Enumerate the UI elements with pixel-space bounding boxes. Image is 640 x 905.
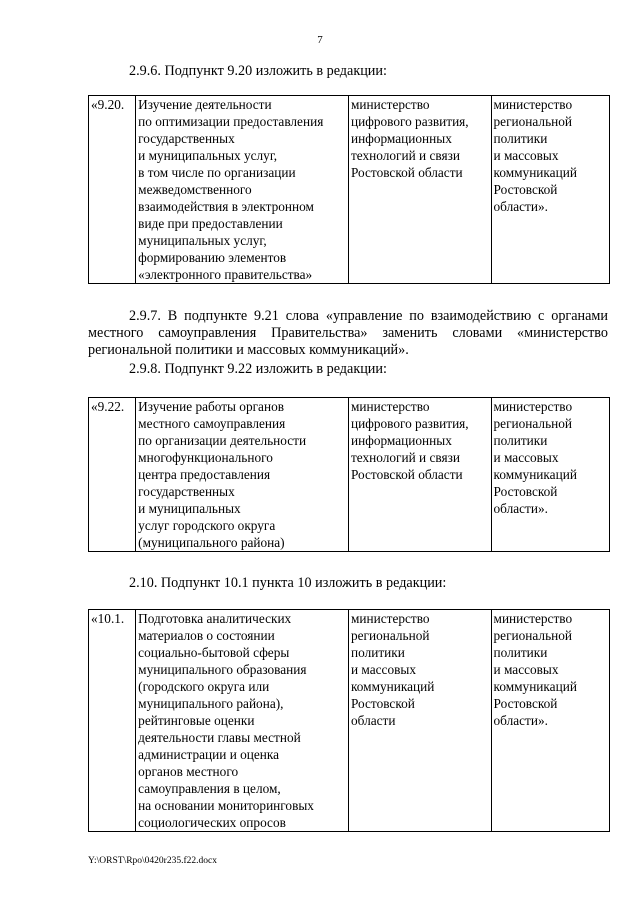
page-number: 7 xyxy=(317,34,323,46)
item-number: «9.22. xyxy=(89,398,136,552)
item-number: «10.1. xyxy=(89,610,136,832)
item-description xyxy=(136,610,349,832)
responsible-main xyxy=(348,96,491,284)
responsible-co xyxy=(491,610,609,832)
text-line: услуг городского округа xyxy=(138,518,276,533)
text-line: Ростовской xyxy=(493,696,558,711)
table-9-20 xyxy=(88,95,610,284)
text-line: региональной xyxy=(493,628,573,643)
text-line: межведомственного xyxy=(138,182,252,197)
table-row xyxy=(89,610,610,832)
file-path-footer: Y:\ORST\Rpo\0420r235.f22.docx xyxy=(88,856,217,866)
text-line: и массовых xyxy=(493,148,559,163)
text-line: коммуникаций xyxy=(350,679,435,694)
responsible-main xyxy=(348,610,491,832)
table-10-1 xyxy=(88,609,610,832)
text-line: информационных xyxy=(350,131,452,146)
responsible-co xyxy=(491,398,609,552)
text-line: государственных xyxy=(138,131,235,146)
text-line: региональной xyxy=(493,416,573,431)
table-row xyxy=(89,398,610,552)
text-line: виде при предоставлении xyxy=(138,216,283,231)
text-line: по оптимизации предоставления xyxy=(138,114,324,129)
text-line: министерство xyxy=(493,611,573,626)
text-line: политики xyxy=(493,433,548,448)
text-line: министерство xyxy=(350,97,430,112)
text-line: Ростовской xyxy=(350,696,415,711)
text-line: Ростовской xyxy=(493,182,558,197)
text-line: цифрового развития, xyxy=(350,114,469,129)
text-line: Ростовской области xyxy=(350,467,463,482)
text-line: области xyxy=(350,713,396,728)
text-line: министерство xyxy=(493,97,573,112)
text-line: Подготовка аналитических xyxy=(138,611,292,626)
text-line: и массовых xyxy=(350,662,416,677)
text-line: государственных xyxy=(138,484,235,499)
text-line: цифрового развития, xyxy=(350,416,469,431)
text-line: министерство xyxy=(493,399,573,414)
text-line: Изучение работы органов xyxy=(138,399,284,414)
text-line: коммуникаций xyxy=(493,467,577,482)
text-line: органов местного xyxy=(138,764,239,779)
responsible-main xyxy=(348,398,491,552)
text-line: (городского округа или xyxy=(138,679,270,694)
text-line: коммуникаций xyxy=(493,165,577,180)
text-line: министерство xyxy=(350,611,430,626)
text-line: региональной xyxy=(350,628,430,643)
text-line: региональной xyxy=(493,114,573,129)
text-line: и муниципальных xyxy=(138,501,241,516)
text-line: (муниципального района) xyxy=(138,535,285,550)
text-line: центра предоставления xyxy=(138,467,271,482)
paragraph-2-10: 2.10. Подпункт 10.1 пункта 10 изложить в редакции: xyxy=(129,575,447,591)
responsible-co xyxy=(491,96,609,284)
text-line: местного самоуправления xyxy=(138,416,286,431)
text-line: формированию элементов xyxy=(138,250,287,265)
text-line: Ростовской области xyxy=(350,165,463,180)
text-line: информационных xyxy=(350,433,452,448)
text-line: и массовых xyxy=(493,450,559,465)
item-number: «9.20. xyxy=(89,96,136,284)
text-line: социально-бытовой сферы xyxy=(138,645,290,660)
text-line: технологий и связи xyxy=(350,148,460,163)
text-line: и массовых xyxy=(493,662,559,677)
text-line: администрации и оценка xyxy=(138,747,280,762)
text-line: «электронного правительства» xyxy=(138,267,313,282)
text-line: муниципальных услуг, xyxy=(138,233,267,248)
text-line: взаимодействия в электронном xyxy=(138,199,314,214)
text-line: многофункционального xyxy=(138,450,273,465)
item-description xyxy=(136,96,349,284)
text-line: политики xyxy=(350,645,405,660)
paragraph-2-9-7: 2.9.7. В подпункте 9.21 слова «управление по взаимодействию с органами местного самоуправления Правительства» заменить словами «министерство региональной политики и массовых коммуникаций». xyxy=(88,308,608,358)
paragraph-2-9-8: 2.9.8. Подпункт 9.22 изложить в редакции: xyxy=(129,361,387,377)
text-line: в том числе по организации xyxy=(138,165,296,180)
text-line: области». xyxy=(493,713,548,728)
text-line: технологий и связи xyxy=(350,450,460,465)
text-line: политики xyxy=(493,645,548,660)
text-line: Ростовской xyxy=(493,484,558,499)
table-9-22 xyxy=(88,397,610,552)
text-line: самоуправления в целом, xyxy=(138,781,281,796)
table-row xyxy=(89,96,610,284)
text-line: материалов о состоянии xyxy=(138,628,275,643)
text-line: и муниципальных услуг, xyxy=(138,148,278,163)
text-line: политики xyxy=(493,131,548,146)
text-line: рейтинговые оценки xyxy=(138,713,255,728)
text-line: коммуникаций xyxy=(493,679,577,694)
text-line: области». xyxy=(493,199,548,214)
text-line: области». xyxy=(493,501,548,516)
text-line: по организации деятельности xyxy=(138,433,307,448)
text-line: министерство xyxy=(350,399,430,414)
text-line: социологических опросов xyxy=(138,815,286,830)
text-line: муниципального образования xyxy=(138,662,307,677)
text-line: муниципального района), xyxy=(138,696,284,711)
text-line: Изучение деятельности xyxy=(138,97,272,112)
text-line: деятельности главы местной xyxy=(138,730,301,745)
text-line: на основании мониторинговых xyxy=(138,798,314,813)
paragraph-2-9-6: 2.9.6. Подпункт 9.20 изложить в редакции: xyxy=(129,63,387,79)
item-description xyxy=(136,398,349,552)
